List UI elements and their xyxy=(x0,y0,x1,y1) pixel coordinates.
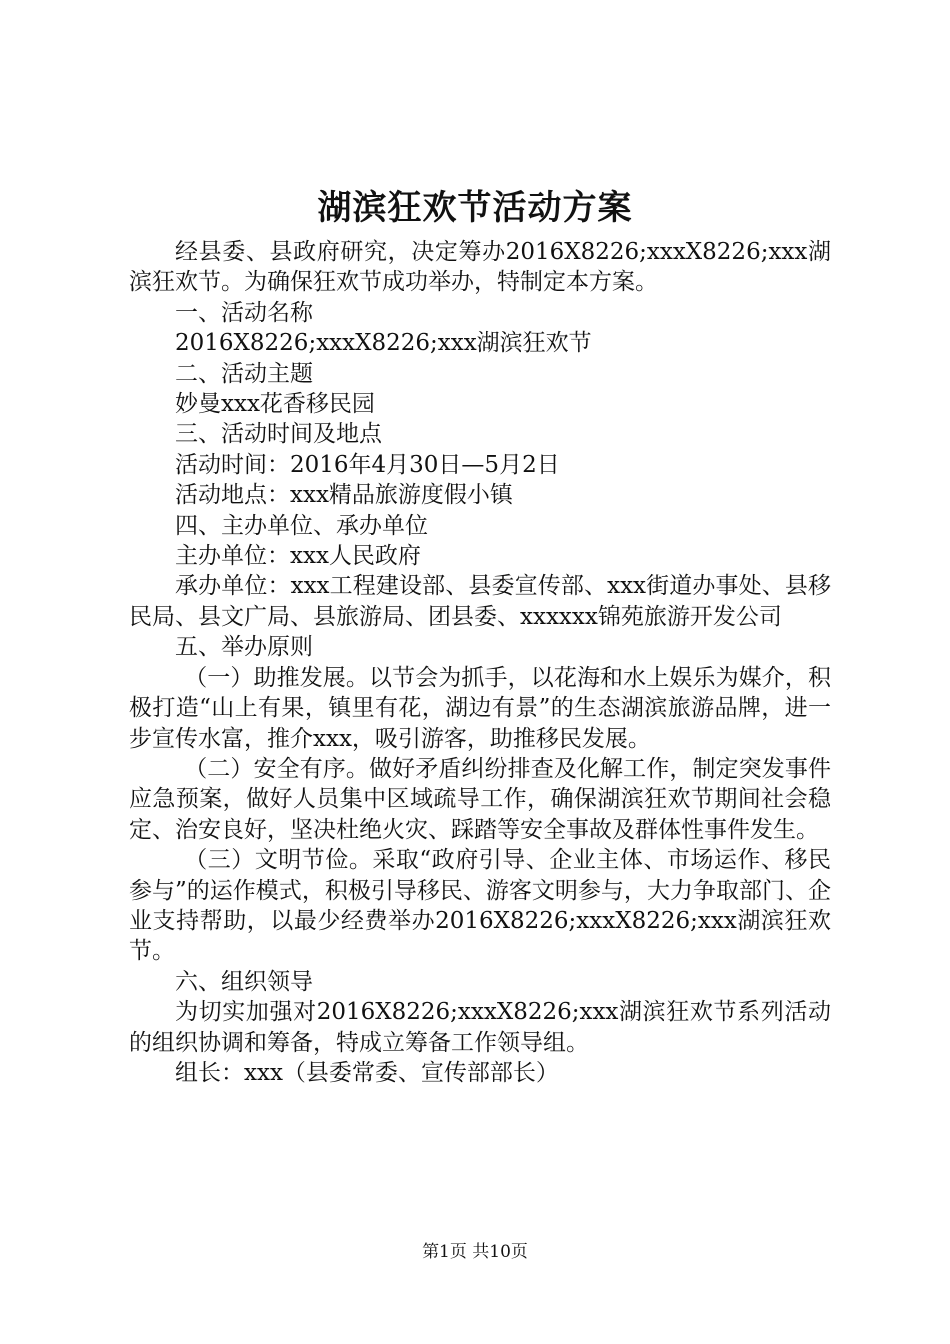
section-heading-leadership: 六、组织领导 xyxy=(175,968,313,995)
principle-one: （一）助推发展。以节会为抓手，以花海和水上娱乐为媒介，积极打造“山上有果，镇里有花，湖边有景”的生态湖滨旅游品牌，进一步宣传水富，推介xxx，吸引游客，助推移民发展。 xyxy=(129,664,831,752)
document-body xyxy=(129,237,831,1088)
section-heading-activity-theme: 二、活动主题 xyxy=(175,360,313,387)
activity-theme-value: 妙曼xxx花香移民园 xyxy=(175,391,375,418)
activity-place: 活动地点：xxx精品旅游度假小镇 xyxy=(175,482,513,509)
leadership-paragraph: 为切实加强对2016X8226;xxxX8226;xxx湖滨狂欢节系列活动的组织协调和筹备，特成立筹备工作领导组。 xyxy=(129,999,831,1056)
section-heading-organizers: 四、主办单位、承办单位 xyxy=(175,512,428,539)
intro-paragraph: 经县委、县政府研究，决定筹办2016X8226;xxxX8226;xxx湖滨狂欢节。为确保狂欢节成功举办，特制定本方案。 xyxy=(129,239,831,296)
section-heading-time-place: 三、活动时间及地点 xyxy=(175,421,382,448)
principle-three: （三）文明节俭。采取“政府引导、企业主体、市场运作、移民参与”的运作模式，积极引导移民、游客文明参与，大力争取部门、企业支持帮助，以最少经费举办2016X8226;xxxX8226;xxx湖滨狂欢节。 xyxy=(129,847,831,965)
activity-name-value: 2016X8226;xxxX8226;xxx湖滨狂欢节 xyxy=(175,330,592,357)
page-footer: 第1页 共10页 xyxy=(422,1242,528,1262)
host-organizer: 主办单位：xxx人民政府 xyxy=(175,543,421,570)
principle-two: （二）安全有序。做好矛盾纠纷排查及化解工作，制定突发事件应急预案，做好人员集中区域疏导工作，确保湖滨狂欢节期间社会稳定、治安良好，坚决杜绝火灾、踩踏等安全事故及群体性事件发生。 xyxy=(129,755,831,843)
co-organizers: 承办单位：xxx工程建设部、县委宣传部、xxx街道办事处、县移民局、县文广局、县旅游局、团县委、xxxxxx锦苑旅游开发公司 xyxy=(129,573,831,630)
activity-time: 活动时间：2016年4月30日—5月2日 xyxy=(175,451,560,478)
section-heading-principles: 五、举办原则 xyxy=(175,634,313,661)
group-leader: 组长：xxx（县委常委、宣传部部长） xyxy=(175,1059,559,1086)
document-title: 湖滨狂欢节活动方案 xyxy=(317,188,633,228)
section-heading-activity-name: 一、活动名称 xyxy=(175,299,313,326)
